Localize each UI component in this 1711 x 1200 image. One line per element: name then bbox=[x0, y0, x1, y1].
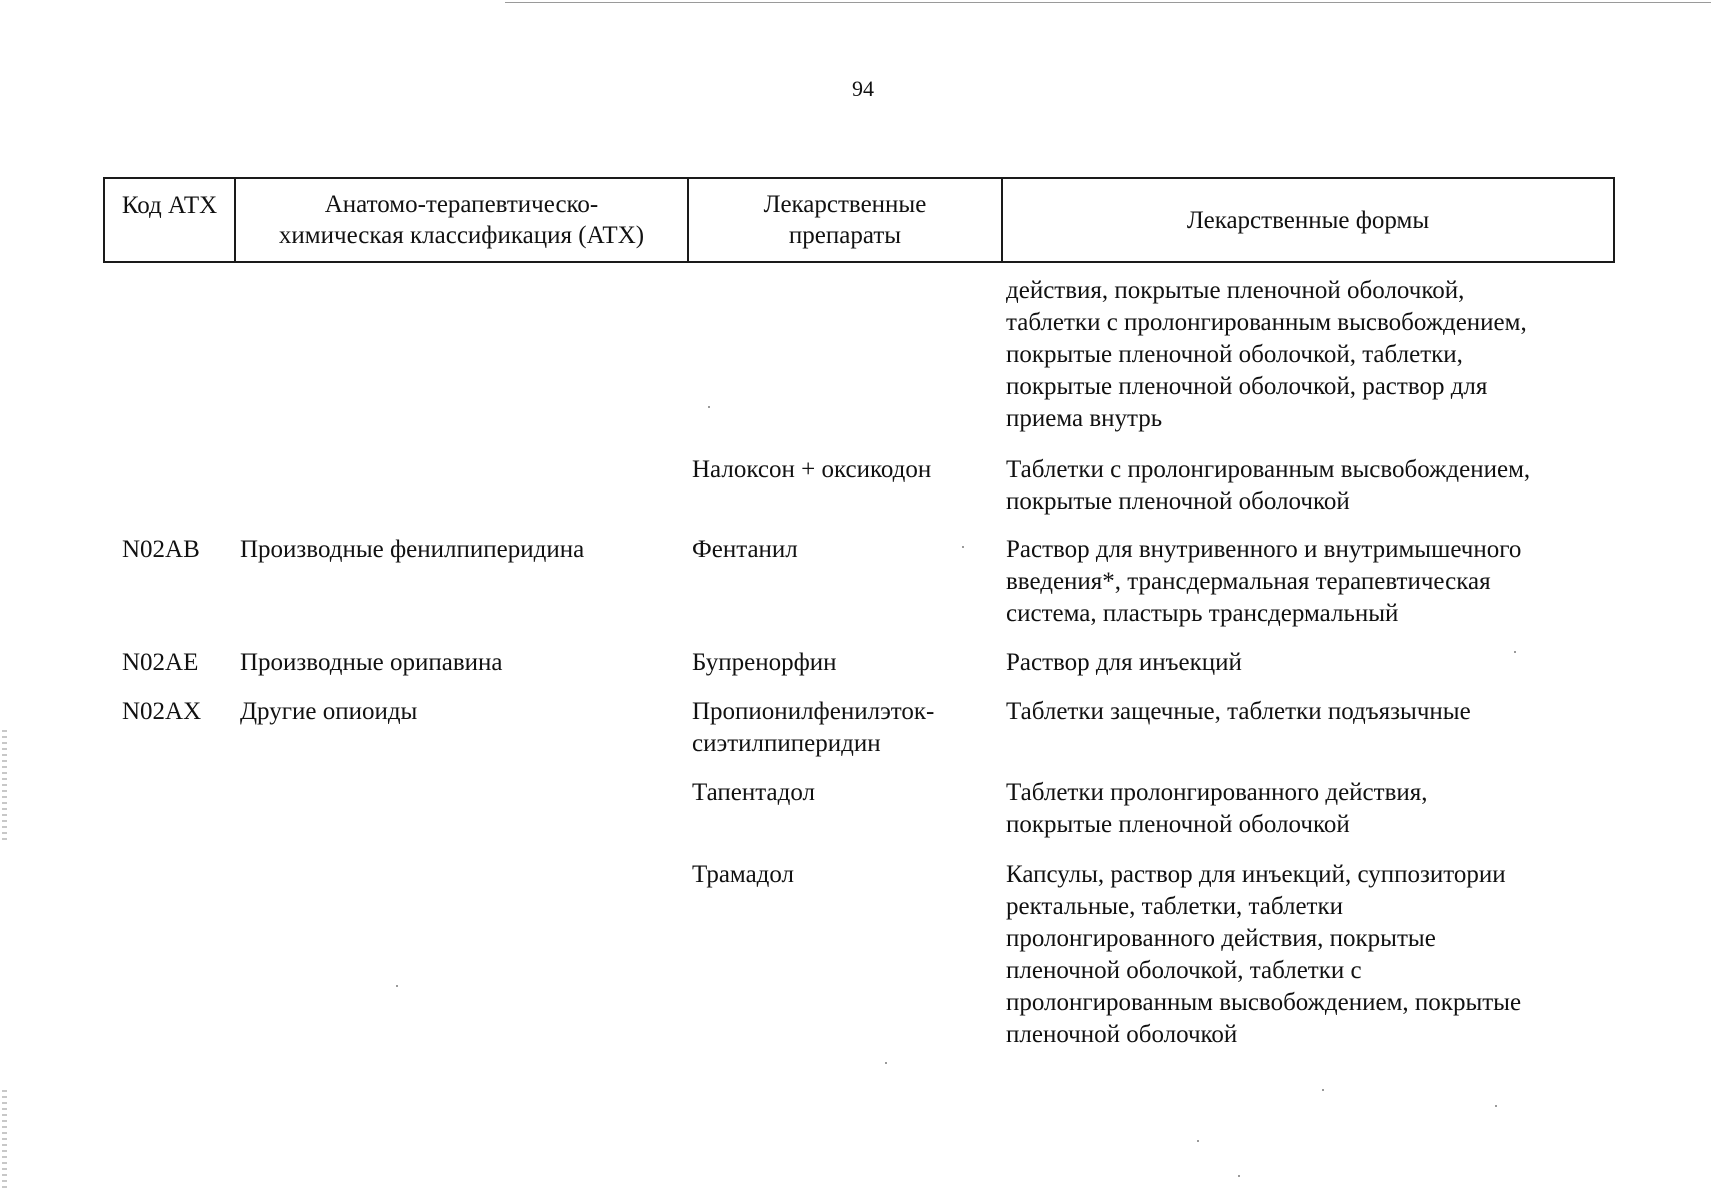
cell-medicinal-preparation bbox=[692, 534, 1002, 566]
form-line: ректальные, таблетки, таблетки bbox=[1006, 893, 1343, 920]
cell-dosage-forms bbox=[1006, 859, 1616, 1051]
scan-speck bbox=[396, 985, 398, 987]
cell-medicinal-preparation bbox=[692, 777, 1002, 809]
cell-dosage-forms bbox=[1006, 454, 1616, 518]
scan-speck bbox=[1495, 1105, 1497, 1107]
cell-dosage-forms bbox=[1006, 777, 1616, 841]
drug-line: Тапентадол bbox=[692, 779, 815, 806]
scan-speck bbox=[962, 546, 964, 548]
form-line: покрытые пленочной оболочкой, раствор для bbox=[1006, 373, 1488, 400]
scan-speck bbox=[708, 406, 710, 408]
drug-line: Бупренорфин bbox=[692, 649, 837, 676]
form-line: Таблетки защечные, таблетки подъязычные bbox=[1006, 698, 1471, 725]
form-line: Таблетки пролонгированного действия, bbox=[1006, 779, 1428, 806]
cell-medicinal-preparation bbox=[692, 696, 1002, 760]
cell-dosage-forms bbox=[1006, 275, 1616, 435]
header-dosage-forms: Лекарственные формы bbox=[1186, 206, 1430, 234]
header-drugs-line: препараты bbox=[788, 222, 902, 249]
form-line: таблетки с пролонгированным высвобождением, bbox=[1006, 309, 1527, 336]
atx-group: Производные фенилпиперидина bbox=[240, 536, 585, 563]
scan-speck bbox=[1197, 1140, 1199, 1142]
cell-medicinal-preparation bbox=[692, 647, 1002, 679]
cell-atx-code bbox=[122, 647, 232, 679]
header-atx-line: Анатомо-терапевтическо- bbox=[324, 191, 599, 218]
scan-speck bbox=[1322, 1089, 1324, 1091]
form-line: Таблетки с пролонгированным высвобождением, bbox=[1006, 456, 1531, 483]
atx-group: Производные орипавина bbox=[240, 649, 503, 676]
form-line: введения*, трансдермальная терапевтическая bbox=[1006, 568, 1491, 595]
atx-code: N02AB bbox=[122, 536, 200, 563]
cell-atx-classification bbox=[240, 647, 680, 679]
cell-atx-classification bbox=[240, 696, 680, 728]
cell-atx-code bbox=[122, 696, 232, 728]
drug-line: Трамадол bbox=[692, 861, 795, 888]
form-line: покрытые пленочной оболочкой bbox=[1006, 488, 1350, 515]
cell-dosage-forms bbox=[1006, 696, 1616, 728]
atx-code: N02AX bbox=[122, 698, 202, 725]
drug-line: Налоксон + оксикодон bbox=[692, 456, 932, 483]
form-line: пролонгированным высвобождением, покрытые bbox=[1006, 989, 1522, 1016]
scan-speck bbox=[1238, 1175, 1240, 1177]
form-line: действия, покрытые пленочной оболочкой, bbox=[1006, 277, 1465, 304]
scan-edge-artifact bbox=[2, 1090, 7, 1190]
scan-speck bbox=[885, 1062, 887, 1064]
cell-atx-code bbox=[122, 534, 232, 566]
drug-line: Фентанил bbox=[692, 536, 798, 563]
form-line: система, пластырь трансдермальный bbox=[1006, 600, 1399, 627]
form-line: покрытые пленочной оболочкой bbox=[1006, 811, 1350, 838]
form-line: пленочной оболочкой, таблетки с bbox=[1006, 957, 1362, 984]
form-line: пролонгированного действия, покрытые bbox=[1006, 925, 1436, 952]
cell-atx-classification bbox=[240, 534, 680, 566]
cell-dosage-forms bbox=[1006, 534, 1616, 630]
scan-edge-artifact bbox=[2, 730, 7, 840]
page-number: 94 bbox=[852, 76, 874, 101]
atx-group: Другие опиоиды bbox=[240, 698, 418, 725]
drug-line: сиэтилпиперидин bbox=[692, 730, 881, 757]
form-line: покрытые пленочной оболочкой, таблетки, bbox=[1006, 341, 1463, 368]
drug-line: Пропионилфенилэток- bbox=[692, 698, 935, 725]
form-line: приема внутрь bbox=[1006, 405, 1163, 432]
cell-medicinal-preparation bbox=[692, 859, 1002, 891]
header-code-atx: Код АТХ bbox=[105, 179, 236, 261]
form-line: Раствор для инъекций bbox=[1006, 649, 1242, 676]
form-line: Капсулы, раствор для инъекций, суппозитории bbox=[1006, 861, 1506, 888]
cell-dosage-forms bbox=[1006, 647, 1616, 679]
form-line: Раствор для внутривенного и внутримышечного bbox=[1006, 536, 1522, 563]
cell-medicinal-preparation bbox=[692, 454, 1002, 486]
atx-code: N02AE bbox=[122, 649, 199, 676]
scan-speck bbox=[1514, 651, 1516, 653]
header-drugs-line: Лекарственные bbox=[763, 191, 927, 218]
form-line: пленочной оболочкой bbox=[1006, 1021, 1238, 1048]
header-atx-line: химическая классификация (АТХ) bbox=[278, 222, 645, 249]
